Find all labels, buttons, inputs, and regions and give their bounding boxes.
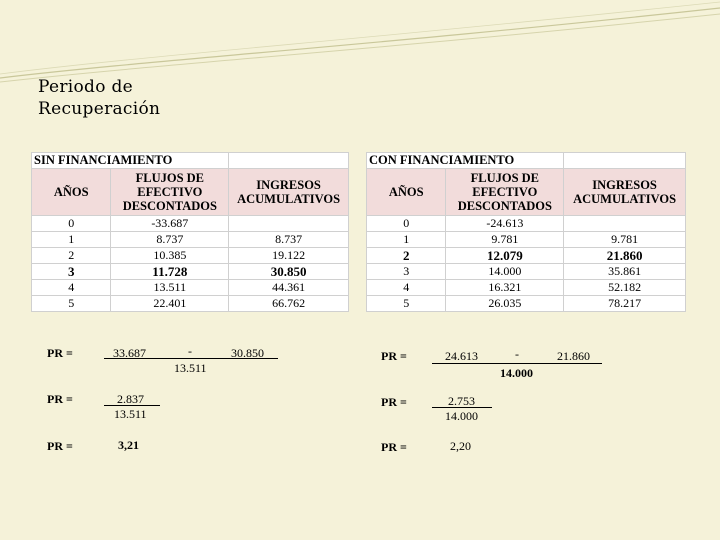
cell-accumulated: 66.762 — [229, 296, 349, 312]
cell-accumulated: 8.737 — [229, 232, 349, 248]
pr-label: PR = — [47, 392, 73, 406]
pr-result: 3,21 — [118, 438, 139, 452]
pr-label: PR = — [47, 439, 73, 453]
cell-accumulated: 44.361 — [229, 280, 349, 296]
cell-flow: 10.385 — [111, 248, 229, 264]
table-row — [367, 296, 686, 312]
slide-title-line-1: Periodo de — [38, 77, 133, 97]
table-row — [32, 248, 349, 264]
table-con-financiamiento — [366, 152, 686, 312]
cell-flow: 8.737 — [111, 232, 229, 248]
fraction-bar — [432, 407, 492, 408]
cell-accumulated: 30.850 — [229, 264, 349, 280]
formula-denominator: 13.511 — [174, 361, 207, 375]
table-row — [367, 216, 686, 232]
cell-year: 5 — [367, 296, 446, 312]
column-header-discounted-flows: FLUJOS DE EFECTIVO DESCONTADOS — [111, 169, 229, 216]
formula-value: 21.860 — [557, 349, 590, 363]
minus-sign: - — [515, 347, 519, 361]
pr-label: PR = — [381, 349, 407, 363]
cell-year: 1 — [367, 232, 446, 248]
slide-title-line-2: Recuperación — [38, 99, 161, 119]
table-sin-financiamiento — [31, 152, 349, 312]
cell-accumulated — [229, 216, 349, 232]
column-header-accumulated-income: INGRESOS ACUMULATIVOS — [564, 169, 686, 216]
cell-flow: 26.035 — [446, 296, 564, 312]
table-caption: CON FINANCIAMIENTO — [367, 153, 564, 169]
formula-denominator: 13.511 — [114, 407, 147, 421]
cell-year: 0 — [367, 216, 446, 232]
cell-year: 2 — [32, 248, 111, 264]
pr-label: PR = — [381, 395, 407, 409]
table-row — [367, 232, 686, 248]
table-row — [32, 280, 349, 296]
formula-denominator: 14.000 — [445, 409, 478, 423]
cell-year: 4 — [367, 280, 446, 296]
cell-accumulated — [564, 216, 686, 232]
cell-flow: 12.079 — [446, 248, 564, 264]
cell-flow: 9.781 — [446, 232, 564, 248]
formula-numerator: 2.753 — [448, 394, 475, 408]
cell-year: 4 — [32, 280, 111, 296]
cell-flow: 22.401 — [111, 296, 229, 312]
minus-sign: - — [188, 344, 192, 358]
cell-accumulated: 35.861 — [564, 264, 686, 280]
formula-value: 33.687 — [113, 346, 146, 360]
cell-flow: -33.687 — [111, 216, 229, 232]
fraction-bar — [104, 405, 160, 406]
table-row — [32, 216, 349, 232]
fraction-bar — [104, 358, 278, 359]
cell-year: 0 — [32, 216, 111, 232]
pr-label: PR = — [47, 346, 73, 360]
fraction-bar — [432, 363, 602, 364]
table-row-highlighted — [367, 248, 686, 264]
cell-flow: 13.511 — [111, 280, 229, 296]
column-header-years: AÑOS — [367, 169, 446, 216]
table-row — [32, 232, 349, 248]
table-row — [367, 280, 686, 296]
cell-flow: 14.000 — [446, 264, 564, 280]
column-header-years: AÑOS — [32, 169, 111, 216]
pr-result: 2,20 — [450, 439, 471, 453]
cell-flow: -24.613 — [446, 216, 564, 232]
cell-year: 2 — [367, 248, 446, 264]
cell-year: 5 — [32, 296, 111, 312]
column-header-accumulated-income: INGRESOS ACUMULATIVOS — [229, 169, 349, 216]
table-row-highlighted — [32, 264, 349, 280]
formula-denominator: 14.000 — [500, 366, 533, 380]
cell-flow: 11.728 — [111, 264, 229, 280]
cell-accumulated: 9.781 — [564, 232, 686, 248]
formula-value: 24.613 — [445, 349, 478, 363]
cell-year: 3 — [32, 264, 111, 280]
cell-accumulated: 78.217 — [564, 296, 686, 312]
cell-year: 1 — [32, 232, 111, 248]
slide-title — [38, 76, 160, 120]
cell-year: 3 — [367, 264, 446, 280]
formula-numerator: 2.837 — [117, 392, 144, 406]
table-row — [32, 296, 349, 312]
cell-accumulated: 21.860 — [564, 248, 686, 264]
cell-flow: 16.321 — [446, 280, 564, 296]
pr-label: PR = — [381, 440, 407, 454]
formula-value: 30.850 — [231, 346, 264, 360]
cell-accumulated: 19.122 — [229, 248, 349, 264]
table-row — [367, 264, 686, 280]
column-header-discounted-flows: FLUJOS DE EFECTIVO DESCONTADOS — [446, 169, 564, 216]
cell-accumulated: 52.182 — [564, 280, 686, 296]
table-caption: SIN FINANCIAMIENTO — [32, 153, 229, 169]
